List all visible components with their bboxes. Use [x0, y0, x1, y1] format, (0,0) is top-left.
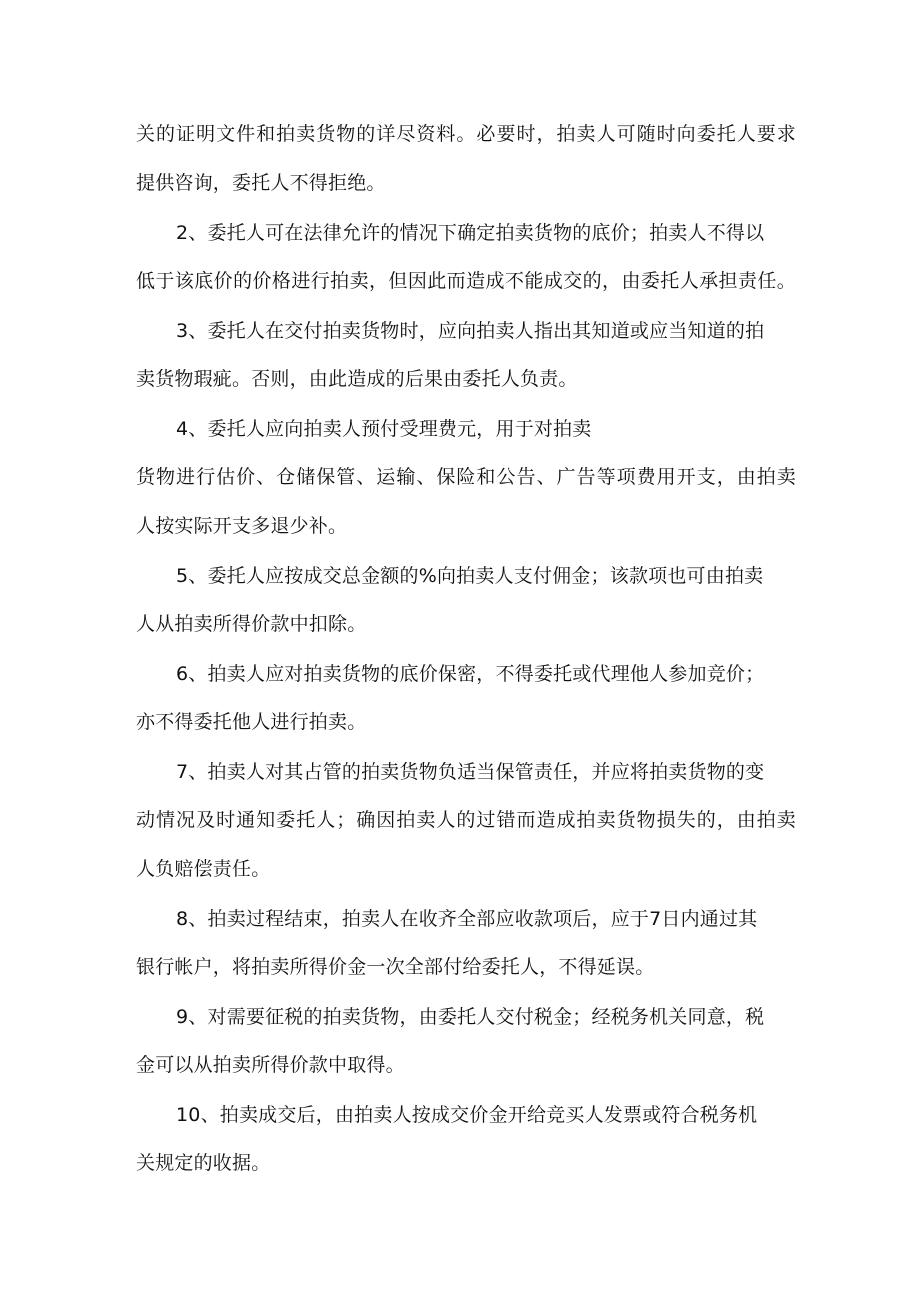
text-line: 关的证明文件和拍卖货物的详尽资料。必要时，拍卖人可随时向委托人要求: [136, 123, 796, 145]
text-line: 动情况及时通知委托人；确因拍卖人的过错而造成拍卖货物损失的，由拍卖: [136, 809, 796, 831]
text-line: 人负赔偿责任。: [136, 858, 271, 880]
paragraph-4-line-1: 4、委托人应向拍卖人预付受理费元，用于对拍卖: [176, 418, 592, 440]
text-line: 货物进行估价、仓储保管、运输、保险和公告、广告等项费用开支，由拍卖: [136, 466, 796, 488]
text-line: 人按实际开支多退少补。: [136, 515, 348, 537]
text-line: 人从拍卖所得价款中扣除。: [136, 613, 367, 635]
text-line: 银行帐户，将拍卖所得价金一次全部付给委托人，不得延误。: [136, 956, 655, 978]
text-line: 亦不得委托他人进行拍卖。: [136, 711, 367, 733]
paragraph-2-line-1: 2、委托人可在法律允许的情况下确定拍卖货物的底价；拍卖人不得以: [176, 222, 765, 244]
paragraph-6-line-1: 6、拍卖人应对拍卖货物的底价保密，不得委托或代理他人参加竞价；: [176, 663, 765, 685]
paragraph-3-line-1: 3、委托人在交付拍卖货物时，应向拍卖人指出其知道或应当知道的拍: [176, 320, 765, 342]
paragraph-8-line-1: 8、拍卖过程结束，拍卖人在收齐全部应收款项后，应于7日内通过其: [176, 908, 758, 930]
text-line: 卖货物瑕疵。否则，由此造成的后果由委托人负责。: [136, 368, 578, 390]
text-line: 金可以从拍卖所得价款中取得。: [136, 1054, 405, 1076]
paragraph-7-line-1: 7、拍卖人对其占管的拍卖货物负适当保管责任，并应将拍卖货物的变: [176, 761, 765, 783]
paragraph-5-line-1: 5、委托人应按成交总金额的%向拍卖人支付佣金；该款项也可由拍卖: [176, 565, 764, 587]
paragraph-9-line-1: 9、对需要征税的拍卖货物，由委托人交付税金；经税务机关同意，税: [176, 1006, 765, 1028]
text-line: 低于该底价的价格进行拍卖，但因此而造成不能成交的，由委托人承担责任。: [136, 270, 796, 292]
text-line: 提供咨询，委托人不得拒绝。: [136, 172, 386, 194]
text-line: 关规定的收据。: [136, 1152, 271, 1174]
paragraph-10-line-1: 10、拍卖成交后，由拍卖人按成交价金开给竞买人发票或符合税务机: [176, 1104, 758, 1126]
